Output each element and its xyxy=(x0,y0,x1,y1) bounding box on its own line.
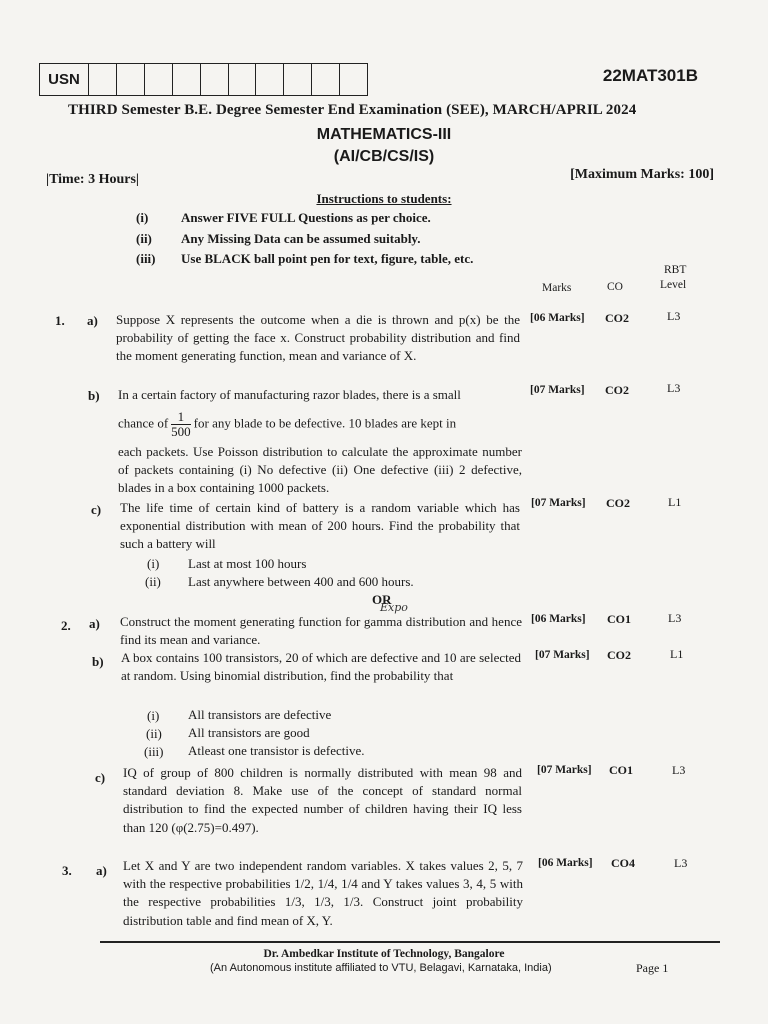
subpart-text: All transistors are defective xyxy=(188,707,332,722)
co-value: CO2 xyxy=(605,383,629,397)
question-text: IQ of group of 800 children is normally distributed with mean 98 and standard deviation 8. Make use of the concept of standard normal distribution to find the expected number of children having their IQ less than 120 (φ(2.75)=0.497). xyxy=(123,765,522,835)
max-marks: [Maximum Marks: 100] xyxy=(570,167,714,182)
question-part-label: a) xyxy=(87,313,98,328)
usn-cell xyxy=(117,64,145,95)
subpart-text: All transistors are good xyxy=(188,725,310,740)
marks-column-header: Marks xyxy=(542,282,572,294)
usn-cell xyxy=(89,64,117,95)
semester-line: THIRD Semester B.E. Degree Semester End Examination (SEE), MARCH/APRIL 2024 xyxy=(68,102,637,118)
rbt-level-value: L1 xyxy=(670,647,684,661)
usn-cell xyxy=(201,64,229,95)
question-text: Suppose X represents the outcome when a die is thrown and p(x) be the probability of getting the face x. Construct probability distribution and find the moment generating function, mean and variance of X. xyxy=(116,312,520,364)
question-text: chance of $\frac{1}{500}$ for any blade to be defective. 10 blades are kept in xyxy=(118,409,457,439)
rbt-level-value: L3 xyxy=(674,856,688,870)
usn-box xyxy=(39,63,368,96)
question-part-label: c) xyxy=(91,502,102,517)
question-number: 1. xyxy=(55,313,65,328)
usn-cell xyxy=(340,64,367,95)
instructions-title: Instructions to students: xyxy=(316,191,452,206)
question-number: 3. xyxy=(62,863,72,878)
question-number: 2. xyxy=(61,618,71,633)
subpart-text: Last at most 100 hours xyxy=(188,556,307,571)
co-column-header: CO xyxy=(607,281,623,293)
usn-cell xyxy=(284,64,312,95)
fraction: $\frac{1}{500}$ xyxy=(171,409,191,439)
page-number: Page 1 xyxy=(636,961,669,975)
question-text: each packets. Use Poisson distribution to calculate the approximate number of packets containing (i) No defective (ii) One defective (iii) 2 defective, blades in a box containing 1000 packets. xyxy=(118,444,522,496)
question-text: The life time of certain kind of battery is a random variable which has exponential distribution with mean of 200 hours. Find the probability that such a battery will xyxy=(120,500,520,552)
marks-value: [06 Marks] xyxy=(531,613,586,625)
handwritten-note: Expo xyxy=(380,601,408,614)
question-part-label: c) xyxy=(95,770,106,785)
marks-value: [06 Marks] xyxy=(538,857,593,869)
instruction-item: (ii) Any Missing Data can be assumed suitably. xyxy=(136,231,421,246)
subject-title: MATHEMATICS-III xyxy=(316,126,452,143)
institute-affiliation: (An Autonomous institute affiliated to VTU, Belagavi, Karnataka, India) xyxy=(210,962,552,974)
co-value: CO2 xyxy=(605,311,629,325)
rbt-column-header: RBT xyxy=(664,264,687,276)
rbt-level-value: L3 xyxy=(667,381,681,395)
rbt-level-value: L1 xyxy=(668,495,682,509)
question-part-label: a) xyxy=(96,863,107,878)
marks-value: [06 Marks] xyxy=(530,312,585,324)
institute-name: Dr. Ambedkar Institute of Technology, Bangalore xyxy=(263,948,505,960)
question-part-label: b) xyxy=(88,388,100,403)
branches: (AI/CB/CS/IS) xyxy=(333,148,435,165)
instruction-item: (i) Answer FIVE FULL Questions as per choice. xyxy=(136,210,431,225)
exam-time: |Time: 3 Hours| xyxy=(46,172,140,187)
marks-value: [07 Marks] xyxy=(530,384,585,396)
instruction-item: (iii) Use BLACK ball point pen for text, figure, table, etc. xyxy=(136,251,474,266)
question-text: A box contains 100 transistors, 20 of which are defective and 10 are selected at random. Using binomial distribution, find the probability that xyxy=(121,650,521,684)
co-value: CO2 xyxy=(607,648,631,662)
subpart-text: Atleast one transistor is defective. xyxy=(188,743,365,758)
usn-cell xyxy=(145,64,173,95)
co-value: CO2 xyxy=(606,496,630,510)
rbt-level-value: L3 xyxy=(672,763,686,777)
question-text: Construct the moment generating function for gamma distribution and hence find its mean and variance. xyxy=(120,614,522,648)
question-text: In a certain factory of manufacturing razor blades, there is a small xyxy=(118,387,461,402)
usn-cell xyxy=(173,64,201,95)
question-part-label: b) xyxy=(92,654,104,669)
marks-value: [07 Marks] xyxy=(537,764,592,776)
subpart-number: (ii) xyxy=(146,726,162,741)
question-text: Let X and Y are two independent random variables. X takes values 2, 5, 7 with the respective probabilities 1/2, 1/4, 1/4 and Y takes values 3, 4, 5 with the respective probabilities 1/3, 1/3, 1/3. Construct joint probability distribution table and find mean of X, Y. xyxy=(123,858,523,928)
subpart-text: Last anywhere between 400 and 600 hours. xyxy=(188,574,414,589)
usn-cell xyxy=(312,64,340,95)
marks-value: [07 Marks] xyxy=(535,649,590,661)
footer-divider xyxy=(100,941,720,943)
co-value: CO1 xyxy=(609,763,633,777)
level-column-header: Level xyxy=(660,279,687,291)
co-value: CO1 xyxy=(607,612,631,626)
course-code: 22MAT301B xyxy=(602,66,698,85)
or-separator: OR xyxy=(372,592,392,607)
question-part-label: a) xyxy=(89,616,100,631)
usn-label: USN xyxy=(40,64,89,95)
subpart-number: (iii) xyxy=(144,744,164,759)
co-value: CO4 xyxy=(611,856,635,870)
subpart-number: (i) xyxy=(147,708,160,723)
rbt-level-value: L3 xyxy=(668,611,682,625)
rbt-level-value: L3 xyxy=(667,309,681,323)
marks-value: [07 Marks] xyxy=(531,497,586,509)
subpart-number: (ii) xyxy=(145,574,161,589)
usn-cell xyxy=(229,64,257,95)
usn-cell xyxy=(256,64,284,95)
subpart-number: (i) xyxy=(147,556,160,571)
